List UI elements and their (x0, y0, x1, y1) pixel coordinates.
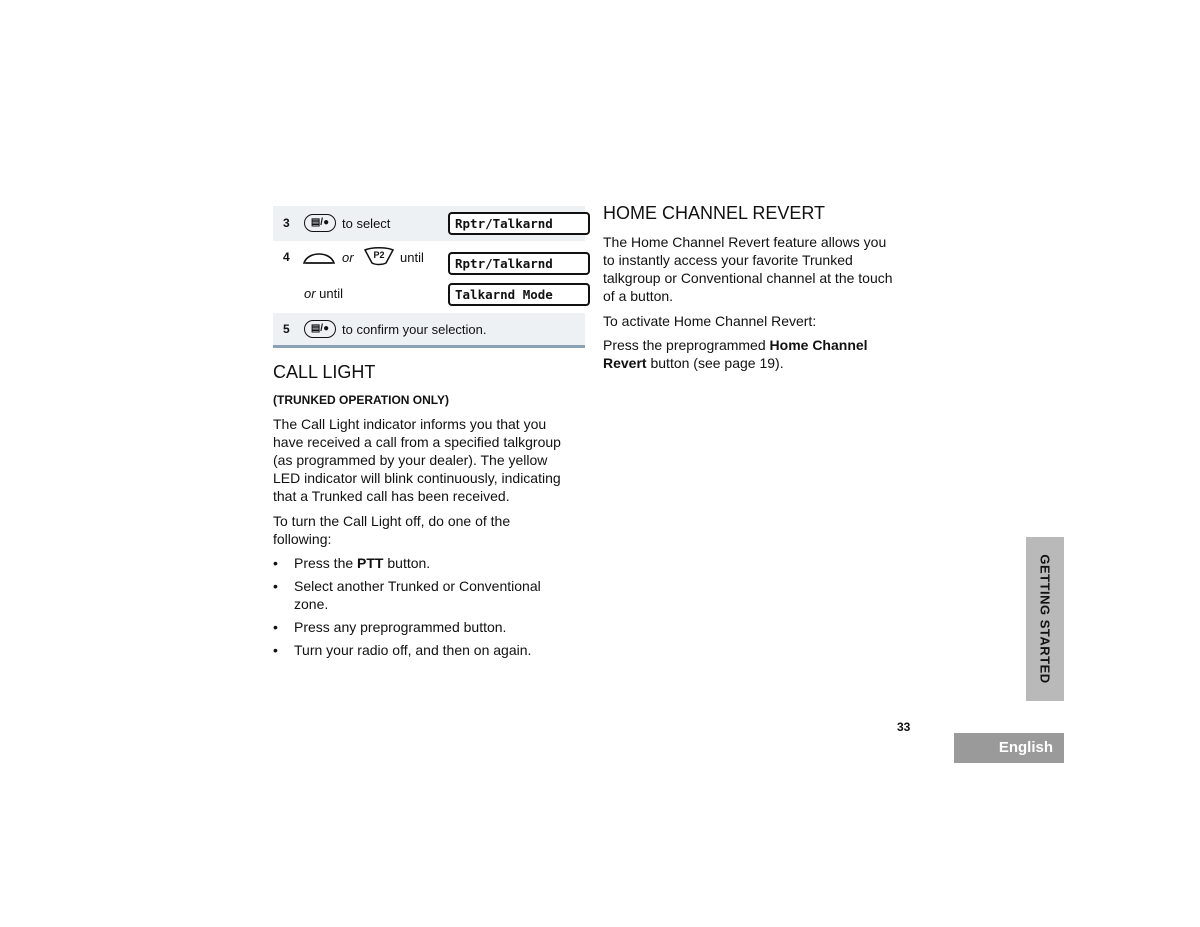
step-number: 3 (283, 216, 290, 230)
lcd-display: Rptr/Talkarnd (448, 212, 590, 235)
menu-select-button-icon: ▤/● (304, 320, 336, 338)
call-light-intro (273, 512, 593, 548)
bullet: • (273, 555, 278, 571)
home-channel-description (603, 233, 923, 305)
alt-step-text: or until (304, 286, 344, 301)
menu-select-button-icon: ▤/● (304, 214, 336, 232)
button-name: Home Channel (769, 337, 868, 353)
step-row-3 (273, 206, 585, 241)
text-line: following: (273, 531, 332, 547)
text-line: of a button. (603, 288, 674, 304)
text-line: talkgroup or Conventional channel at the touch (603, 270, 893, 286)
step-text: to select (342, 216, 391, 231)
text-line: (as programmed by your dealer). The yellow (273, 452, 548, 468)
list-item (273, 618, 593, 636)
text-line: to instantly access your favorite Trunked (603, 252, 853, 268)
section-side-tab (1026, 537, 1064, 701)
step-number: 4 (283, 250, 290, 264)
home-channel-activate: To activate Home Channel Revert: (603, 313, 817, 329)
text: Press any preprogrammed button. (294, 619, 507, 635)
page-number: 33 (897, 720, 911, 734)
text-line: have received a call from a specified talkgroup (273, 434, 561, 450)
text: Press the preprogrammed (603, 337, 770, 353)
bullet: • (273, 619, 278, 635)
text: Turn your radio off, and then on again. (294, 642, 532, 658)
step-text: until (400, 250, 424, 265)
step-number: 5 (283, 322, 290, 336)
left-arrow-button-icon (302, 249, 336, 267)
list-item (273, 577, 593, 613)
list-item (273, 554, 593, 572)
call-light-description (273, 415, 593, 505)
language-tab: English (954, 733, 1064, 763)
p2-icon-label: P2 (373, 250, 385, 260)
text: button (see page 19). (646, 355, 784, 371)
or-label: or (342, 250, 354, 265)
bullet: • (273, 578, 278, 594)
lcd-display-alt: Talkarnd Mode (448, 283, 590, 306)
lcd-display: Rptr/Talkarnd (448, 252, 590, 275)
step-text: to confirm your selection. (342, 322, 487, 337)
button-name: Revert (603, 355, 647, 371)
text-line: To turn the Call Light off, do one of the (273, 513, 511, 529)
bullet: • (273, 642, 278, 658)
p2-button-icon (362, 246, 396, 266)
step-row-4 (273, 241, 585, 313)
section-divider (273, 345, 585, 348)
text: button. (383, 555, 431, 571)
text: Press the (294, 555, 358, 571)
text-line: The Home Channel Revert feature allows you (603, 234, 887, 250)
ptt-label: PTT (357, 555, 384, 571)
call-light-subheading: (TRUNKED OPERATION ONLY) (273, 393, 450, 407)
text-line: LED indicator will blink continuously, indicating (273, 470, 561, 486)
home-channel-instruction (603, 336, 923, 372)
text-line: that a Trunked call has been received. (273, 488, 510, 504)
section-side-tab-label: GETTING STARTED (1037, 554, 1053, 684)
list-item (273, 641, 593, 659)
step-row-5 (273, 313, 585, 345)
text-line: Select another Trunked or Conventional (294, 578, 541, 594)
home-channel-heading: HOME CHANNEL REVERT (603, 203, 826, 223)
text-line: The Call Light indicator informs you that you (273, 416, 547, 432)
call-light-heading: CALL LIGHT (273, 362, 376, 382)
text-line: zone. (294, 596, 329, 612)
